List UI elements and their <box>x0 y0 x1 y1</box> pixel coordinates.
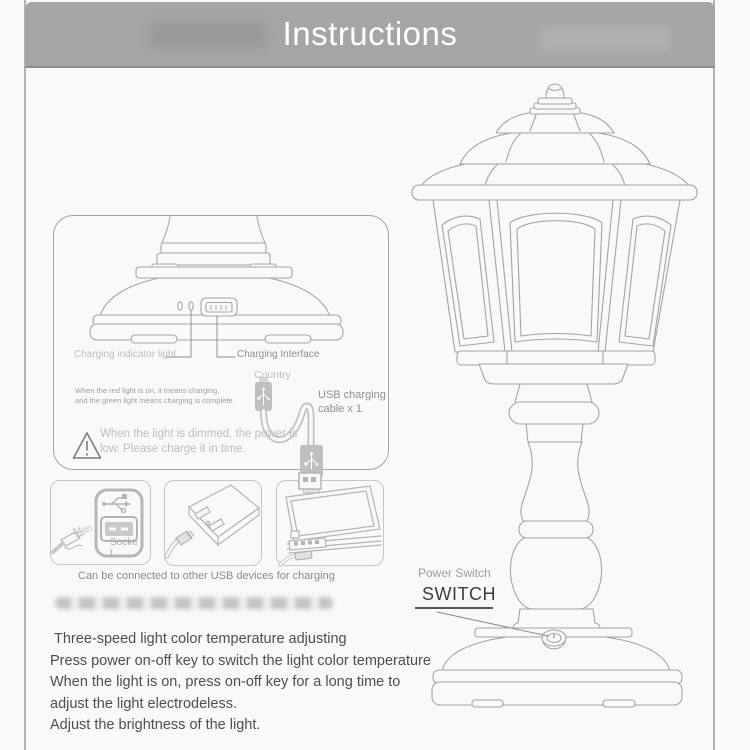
instruction-line: When the light is on, press on-off key for a long time to <box>50 674 401 690</box>
switch-label: SWITCH <box>422 584 496 604</box>
watermark-smudge-left <box>150 22 265 48</box>
instruction-line: Adjust the brightness of the light. <box>50 717 261 733</box>
cable-plug-icon <box>167 531 194 556</box>
switch-underline <box>415 607 493 609</box>
laptop-box <box>276 480 384 566</box>
lamp-column <box>510 442 601 628</box>
dim-warning-note: When the light is dimmed, the power is low. Please charge it in time. <box>100 428 298 455</box>
warning-icon <box>74 433 101 458</box>
charging-interface-label: Charging Interface <box>237 349 320 360</box>
socket-label: Socke t <box>110 537 138 559</box>
micro-usb-connector-icon <box>255 377 272 411</box>
red-light-note: When the red light is on, it means charging, and the green light means charging is complete. <box>75 386 235 405</box>
watermark-smudge-middle <box>55 597 333 609</box>
lantern-body <box>433 200 680 352</box>
usb-cable-label: USB charging cable x 1 <box>318 389 386 415</box>
laptop-illustration <box>277 481 383 565</box>
header-bar <box>25 2 715 68</box>
usb-a-end-icon <box>299 473 321 489</box>
man-label: Man <box>72 523 94 538</box>
country-label: Country <box>254 369 291 381</box>
page-title: Instructions <box>282 15 458 52</box>
lantern-roof <box>412 84 697 200</box>
charging-diagram-panel <box>53 215 389 470</box>
power-bank-box <box>164 480 262 566</box>
instructions-text-block <box>50 631 431 739</box>
instruction-line: Press power on-off key to switch the light color temperature <box>50 652 431 669</box>
power-bank-illustration <box>165 481 261 565</box>
power-switch-label: Power Switch <box>418 566 491 580</box>
left-border-line <box>24 0 26 750</box>
usb-row-caption: Can be connected to other USB devices for charging <box>78 570 335 582</box>
charging-indicator-label: Charging indicator light <box>74 349 177 360</box>
power-switch[interactable] <box>542 630 566 649</box>
instruction-line: Three-speed light color temperature adjusting <box>54 631 347 647</box>
instruction-line: adjust the light electrodeless. <box>50 695 237 712</box>
usb-socket-box <box>50 480 151 565</box>
lamp-illustration <box>400 80 720 728</box>
cable-plug-icon <box>280 551 312 565</box>
roof-brim <box>412 185 697 200</box>
lantern-collar <box>457 351 655 442</box>
watermark-smudge-right <box>540 26 670 52</box>
